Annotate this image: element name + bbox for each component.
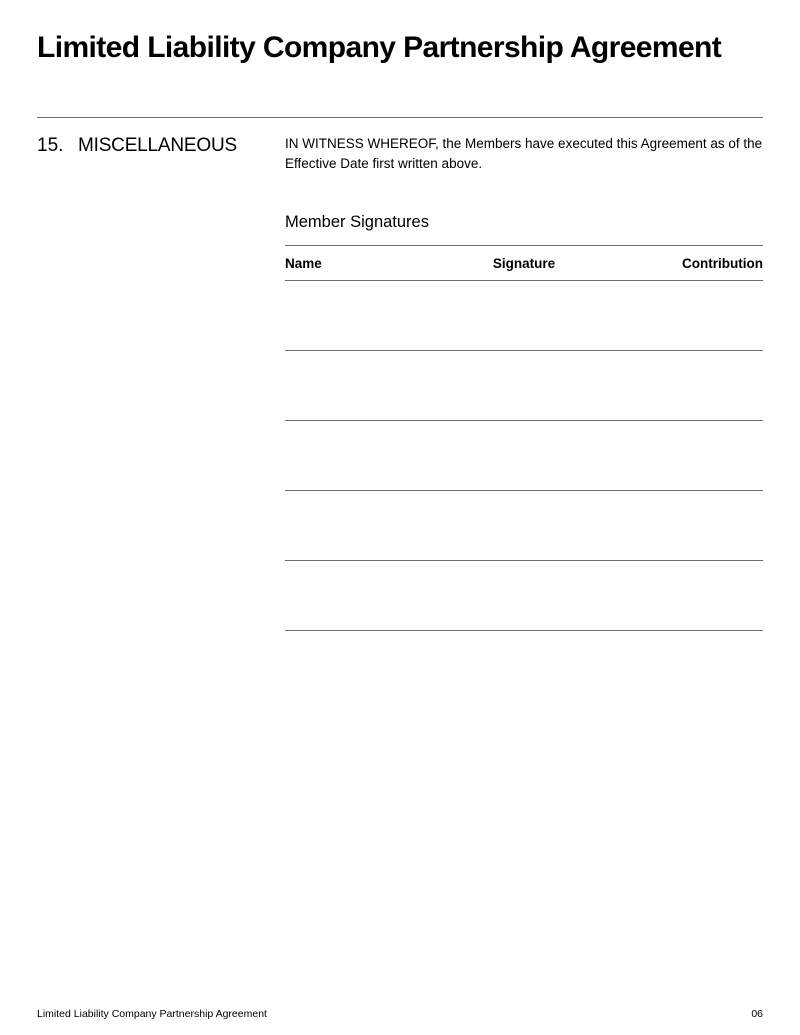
footer-document-title: Limited Liability Company Partnership Agreement xyxy=(37,1008,267,1020)
table-row xyxy=(285,351,763,421)
name-cell[interactable] xyxy=(285,421,445,491)
table-row xyxy=(285,421,763,491)
signature-cell[interactable] xyxy=(445,281,603,351)
table-row xyxy=(285,561,763,631)
section-body-text: IN WITNESS WHEREOF, the Members have executed this Agreement as of the Effective Date first written above. xyxy=(285,136,763,171)
column-header-name: Name xyxy=(285,246,445,281)
name-cell[interactable] xyxy=(285,561,445,631)
contribution-cell[interactable] xyxy=(603,491,763,561)
table-header-row xyxy=(285,246,763,281)
table-row xyxy=(285,281,763,351)
column-header-contribution: Contribution xyxy=(603,246,763,281)
contribution-cell[interactable] xyxy=(603,281,763,351)
signature-cell[interactable] xyxy=(445,421,603,491)
signature-cell[interactable] xyxy=(445,561,603,631)
name-cell[interactable] xyxy=(285,351,445,421)
column-header-signature: Signature xyxy=(445,246,603,281)
header-divider xyxy=(37,117,763,118)
contribution-cell[interactable] xyxy=(603,561,763,631)
signature-cell[interactable] xyxy=(445,491,603,561)
name-cell[interactable] xyxy=(285,281,445,351)
contribution-cell[interactable] xyxy=(603,351,763,421)
signature-cell[interactable] xyxy=(445,351,603,421)
document-title: Limited Liability Company Partnership Agreement xyxy=(37,31,722,64)
footer-page-number: 06 xyxy=(751,1008,763,1020)
section-number: 15. xyxy=(37,135,64,156)
member-signatures-table xyxy=(285,245,763,631)
contribution-cell[interactable] xyxy=(603,421,763,491)
signatures-heading: Member Signatures xyxy=(285,213,429,231)
name-cell[interactable] xyxy=(285,491,445,561)
table-row xyxy=(285,491,763,561)
section-title: MISCELLANEOUS xyxy=(78,135,237,156)
